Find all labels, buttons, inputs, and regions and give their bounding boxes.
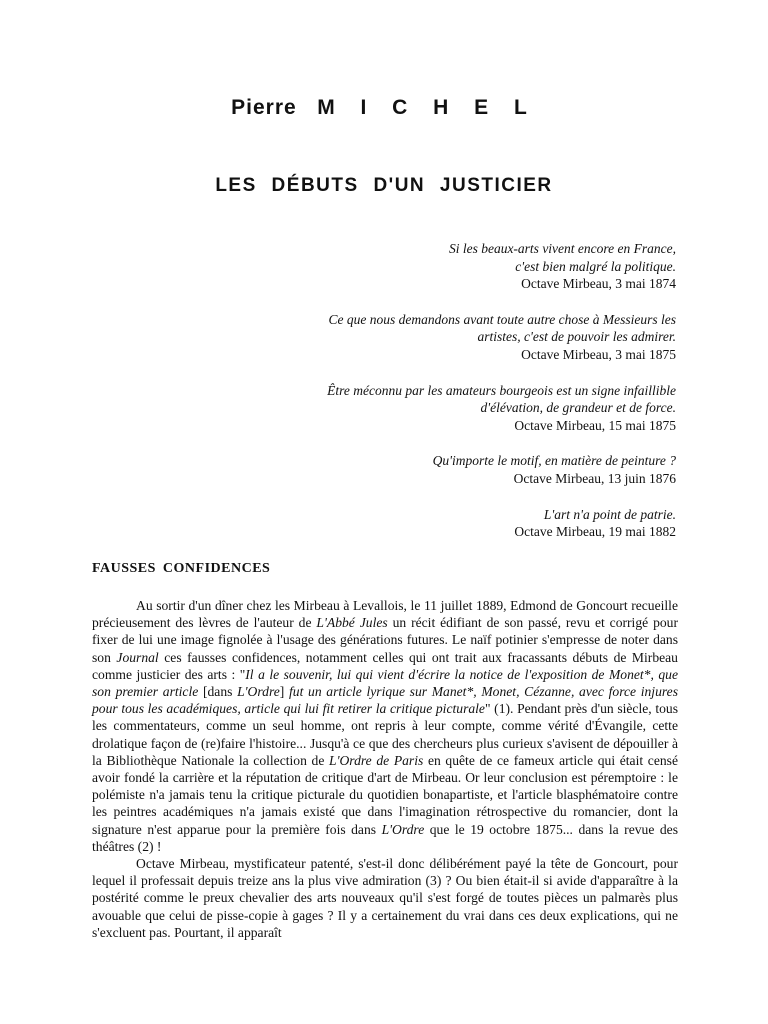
epigraph-source: Octave Mirbeau, 13 juin 1876 <box>513 470 676 486</box>
epigraphs <box>176 240 676 559</box>
epigraph <box>176 311 676 364</box>
author-name <box>0 96 768 120</box>
italic-quote: Il a le souvenir, lui qui vient d'écrire la notice de l'exposition de Monet*, que son premier article <box>92 666 678 700</box>
epigraph-quote-line: L'art n'a point de patrie. <box>543 506 676 522</box>
author-first-name: Pierre <box>231 96 297 119</box>
epigraph-source: Octave Mirbeau, 15 mai 1875 <box>514 417 676 433</box>
text-run: en quête de ce fameux article qui était censé avoir fondé la carrière et la réputation de critique d'art de Mirbeau. Or leur conclusion est péremptoire : le polémiste n'a jamais tenu la critique picturale du quotidien bonapartiste, et l'article blasphématoire contre les peintres académiques n'a jamais existé que dans l'imagination rétrospective du romancier, dont la signature n'est apparue pour la première fois dans <box>92 752 678 837</box>
epigraph-quote-line: artistes, c'est de pouvoir les admirer. <box>477 329 676 345</box>
epigraph-source: Octave Mirbeau, 19 mai 1882 <box>514 524 676 540</box>
italic-title: Journal <box>116 649 159 665</box>
epigraph-quote-line: d'élévation, de grandeur et de force. <box>480 400 676 416</box>
author-last-name: M I C H E L <box>317 96 537 119</box>
body-text <box>92 597 678 941</box>
epigraph-quote-line: Si les beaux-arts vivent encore en France, <box>448 241 676 256</box>
epigraph-source: Octave Mirbeau, 3 mai 1874 <box>521 276 676 292</box>
document-title: LES DÉBUTS D'UN JUSTICIER <box>215 175 553 196</box>
epigraph <box>176 240 676 293</box>
italic-title: L'Abbé Jules <box>316 615 388 631</box>
epigraph-source: Octave Mirbeau, 3 mai 1875 <box>521 346 676 362</box>
section-heading: FAUSSES CONFIDENCES <box>92 561 271 576</box>
epigraph-quote-line: Qu'importe le motif, en matière de peinture ? <box>432 453 676 469</box>
paragraph <box>92 597 678 855</box>
epigraph <box>176 506 676 541</box>
text-run: Au sortir d'un dîner chez les Mirbeau à Levallois, le 11 juillet 1889, Edmond de Goncourt recueille précieusement des lèvres de l'auteur de <box>92 598 678 631</box>
text-run: ces fausses confidences, notamment celles qui ont trait aux fracassants débuts de Mirbeau comme justicier des arts : " <box>92 649 678 682</box>
epigraph-quote-line: Être méconnu par les amateurs bourgeois est un signe infaillible <box>327 382 676 398</box>
text-run: " (1). Pendant près d'un siècle, tous les commentateurs, comme un seul homme, ont repris à leur compte, comme vérité d'Évangile, cette drolatique façon de (re)faire l'histoire... Jusqu'à ce que des chercheurs plus curieux s'avisent de dépouiller à la Bibliothèque Nationale la collection de <box>92 701 678 768</box>
italic-title: L'Ordre de Paris <box>329 752 424 768</box>
text-run: un récit édifiant de son passé, revu et corrigé pour fixer de lui une image fignolée à l'usage des générations futures. Le naïf potinier s'empresse de noter dans son <box>92 615 678 665</box>
text-run: [dans <box>198 684 238 700</box>
epigraph-quote-line: c'est bien malgré la politique. <box>515 258 676 274</box>
paragraph: Octave Mirbeau, mystificateur patenté, s'est-il donc délibérément payé la tête de Goncourt, pour lequel il professait depuis treize ans la plus vive admiration (3) ? Ou bien était-il si avide d'apparaître à la postérité comme le preux chevalier des arts nouveaux qu'il s'est forgé de toutes pièces un palmarès plus avouable que celui de pisse-copie à gages ? Il y a certainement du vrai dans ces deux explications, qui ne s'excluent pas. Pourtant, il apparaît <box>92 856 678 940</box>
text-run: ] <box>279 684 289 700</box>
italic-title: L'Ordre <box>237 684 280 700</box>
italic-title: L'Ordre <box>381 821 425 837</box>
epigraph <box>176 382 676 435</box>
text-run: que le 19 octobre 1875... dans la revue des théâtres (2) ! <box>92 821 678 854</box>
epigraph <box>176 452 676 487</box>
italic-quote: fut un article lyrique sur Manet*, Monet, Cézanne, avec force injures pour tous les académiques, article qui lui fit retirer la critique picturale <box>92 684 678 717</box>
epigraph-quote-line: Ce que nous demandons avant toute autre chose à Messieurs les <box>328 311 676 327</box>
